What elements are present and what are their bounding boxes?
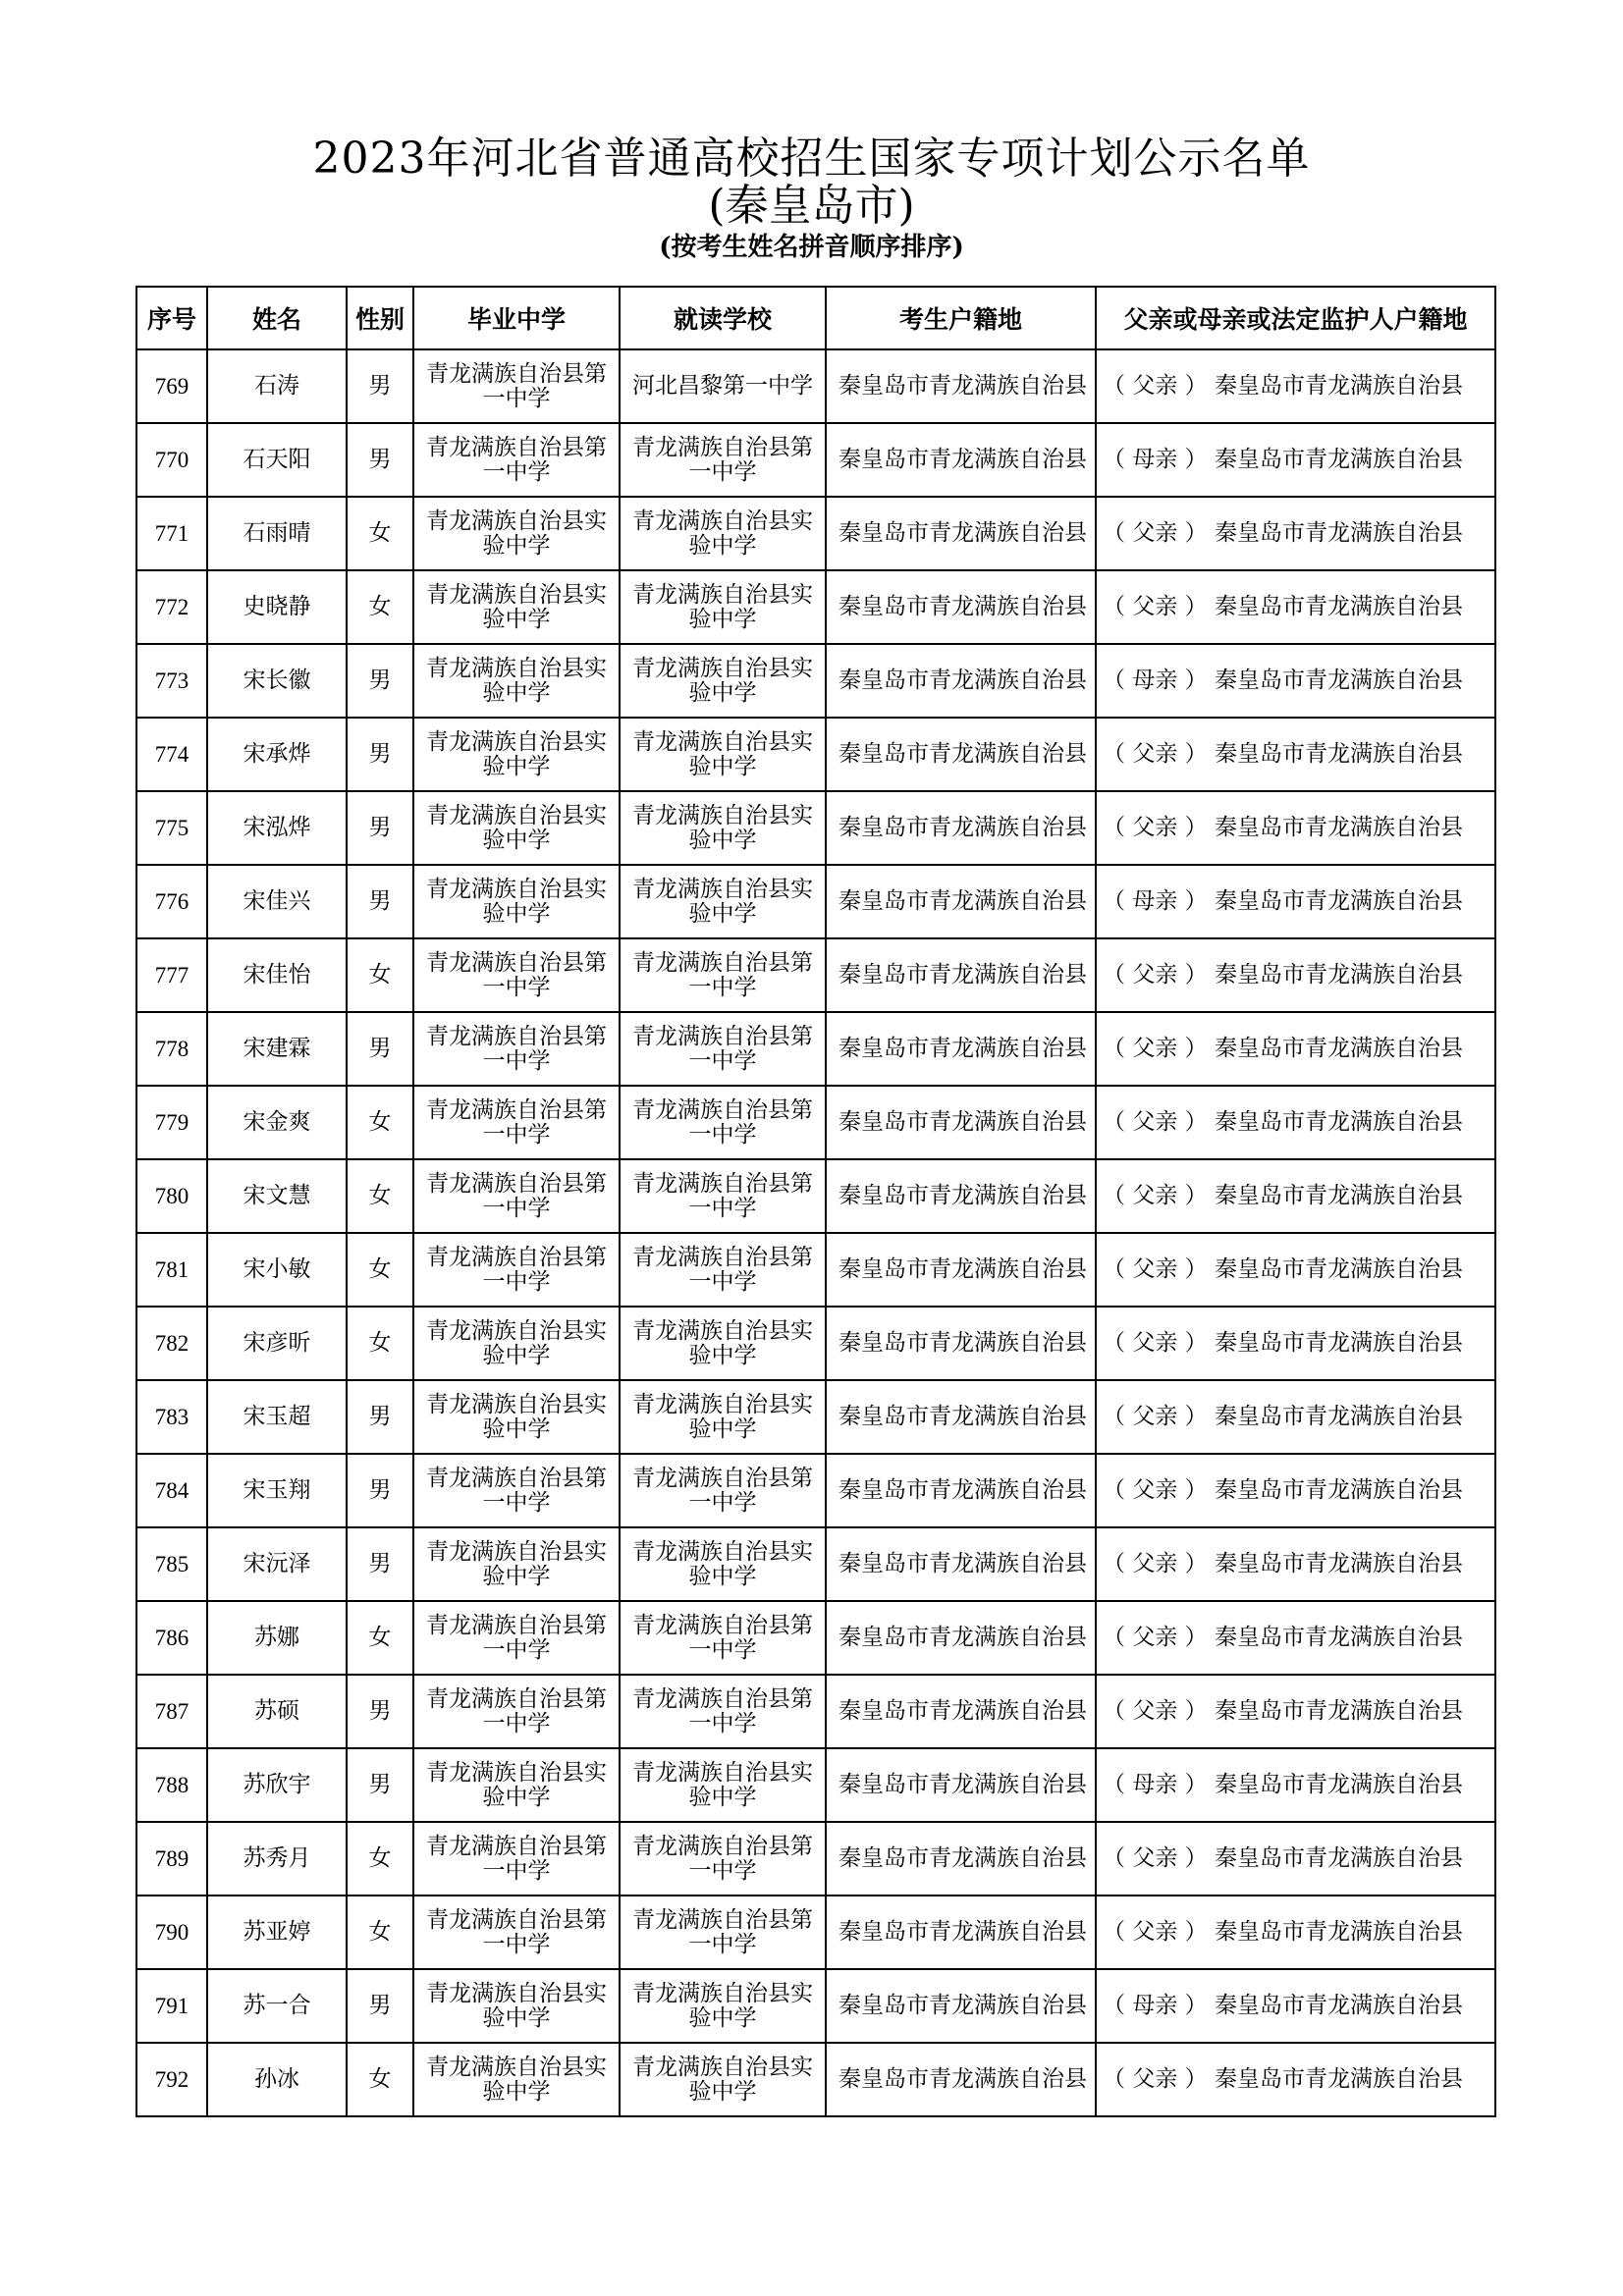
row-guardian-hukou-value: 秦皇岛市青龙满族自治县 [1214, 1183, 1463, 1208]
row-guardian-relation: 父亲 [1132, 1256, 1178, 1282]
row-seq: 789 [136, 1822, 207, 1896]
row-current-school: 青龙满族自治县实验中学 [620, 1307, 826, 1380]
row-seq: 788 [136, 1748, 207, 1822]
row-current-school: 青龙满族自治县第一中学 [620, 1012, 826, 1086]
row-gender: 男 [347, 1969, 413, 2043]
table-row [136, 1012, 1495, 1086]
row-grad-school: 青龙满族自治县第一中学 [413, 1086, 620, 1159]
row-current-school: 青龙满族自治县第一中学 [620, 938, 826, 1012]
row-gender: 女 [347, 497, 413, 570]
row-guardian-hukou-value: 秦皇岛市青龙满族自治县 [1214, 1698, 1463, 1724]
row-guardian-relation: 父亲 [1132, 741, 1178, 767]
row-name: 宋玉超 [207, 1380, 347, 1454]
row-guardian-hukou-value: 秦皇岛市青龙满族自治县 [1214, 1036, 1463, 1061]
row-seq: 774 [136, 718, 207, 791]
row-current-school: 青龙满族自治县实验中学 [620, 1748, 826, 1822]
table-row [136, 718, 1495, 791]
row-name: 史晓静 [207, 570, 347, 644]
row-seq: 777 [136, 938, 207, 1012]
row-hukou: 秦皇岛市青龙满族自治县 [826, 718, 1096, 791]
row-current-school: 青龙满族自治县第一中学 [620, 1822, 826, 1896]
row-guardian-hukou-value: 秦皇岛市青龙满族自治县 [1214, 447, 1463, 472]
row-current-school: 青龙满族自治县实验中学 [620, 644, 826, 718]
row-hukou: 秦皇岛市青龙满族自治县 [826, 938, 1096, 1012]
row-guardian-relation: 父亲 [1132, 2066, 1178, 2092]
sort-note: (按考生姓名拼音顺序排序) [659, 233, 964, 262]
row-guardian-relation: 父亲 [1132, 1625, 1178, 1650]
row-gender: 女 [347, 2043, 413, 2116]
row-seq: 776 [136, 865, 207, 938]
header-hukou: 考生户籍地 [826, 287, 1096, 349]
row-guardian-hukou: （ 母亲 ） 秦皇岛市青龙满族自治县 [1096, 423, 1495, 497]
row-guardian-hukou-value: 秦皇岛市青龙满族自治县 [1214, 1772, 1463, 1797]
row-seq: 792 [136, 2043, 207, 2116]
row-guardian-relation: 母亲 [1132, 888, 1178, 914]
row-guardian-relation: 父亲 [1132, 1845, 1178, 1871]
header-name: 姓名 [207, 287, 347, 349]
row-grad-school: 青龙满族自治县实验中学 [413, 1527, 620, 1601]
row-seq: 770 [136, 423, 207, 497]
row-guardian-hukou: （ 母亲 ） 秦皇岛市青龙满族自治县 [1096, 1969, 1495, 2043]
row-hukou: 秦皇岛市青龙满族自治县 [826, 1454, 1096, 1527]
row-hukou: 秦皇岛市青龙满族自治县 [826, 1086, 1096, 1159]
row-gender: 女 [347, 1896, 413, 1969]
row-name: 石涛 [207, 349, 347, 423]
row-grad-school: 青龙满族自治县实验中学 [413, 865, 620, 938]
header-guardian-hukou: 父亲或母亲或法定监护人户籍地 [1096, 287, 1495, 349]
row-name: 苏娜 [207, 1601, 347, 1675]
row-gender: 男 [347, 1675, 413, 1748]
table-row [136, 570, 1495, 644]
header-grad-school: 毕业中学 [413, 287, 620, 349]
row-guardian-relation: 父亲 [1132, 373, 1178, 399]
row-gender: 女 [347, 938, 413, 1012]
row-guardian-hukou: （ 父亲 ） 秦皇岛市青龙满族自治县 [1096, 1159, 1495, 1233]
row-name: 宋沅泽 [207, 1527, 347, 1601]
row-guardian-relation: 父亲 [1132, 1477, 1178, 1503]
row-guardian-hukou: （ 父亲 ） 秦皇岛市青龙满族自治县 [1096, 791, 1495, 865]
row-hukou: 秦皇岛市青龙满族自治县 [826, 1233, 1096, 1307]
row-hukou: 秦皇岛市青龙满族自治县 [826, 1307, 1096, 1380]
row-name: 宋佳兴 [207, 865, 347, 938]
row-gender: 男 [347, 791, 413, 865]
row-guardian-hukou-value: 秦皇岛市青龙满族自治县 [1214, 1109, 1463, 1135]
row-gender: 男 [347, 644, 413, 718]
row-gender: 男 [347, 1454, 413, 1527]
row-guardian-relation: 父亲 [1132, 1109, 1178, 1135]
row-current-school: 青龙满族自治县实验中学 [620, 865, 826, 938]
row-current-school: 青龙满族自治县实验中学 [620, 570, 826, 644]
row-grad-school: 青龙满族自治县实验中学 [413, 1969, 620, 2043]
row-guardian-hukou: （ 父亲 ） 秦皇岛市青龙满族自治县 [1096, 1896, 1495, 1969]
row-gender: 女 [347, 570, 413, 644]
row-current-school: 青龙满族自治县实验中学 [620, 2043, 826, 2116]
row-guardian-hukou: （ 父亲 ） 秦皇岛市青龙满族自治县 [1096, 1822, 1495, 1896]
row-name: 宋长徽 [207, 644, 347, 718]
row-hukou: 秦皇岛市青龙满族自治县 [826, 1822, 1096, 1896]
row-grad-school: 青龙满族自治县第一中学 [413, 1454, 620, 1527]
row-grad-school: 青龙满族自治县第一中学 [413, 1822, 620, 1896]
row-hukou: 秦皇岛市青龙满族自治县 [826, 570, 1096, 644]
row-hukou: 秦皇岛市青龙满族自治县 [826, 1896, 1096, 1969]
row-guardian-relation: 母亲 [1132, 1772, 1178, 1797]
table-row [136, 2043, 1495, 2116]
document-subtitle: (秦皇岛市) [708, 181, 915, 231]
row-gender: 男 [347, 1012, 413, 1086]
row-grad-school: 青龙满族自治县实验中学 [413, 497, 620, 570]
row-seq: 791 [136, 1969, 207, 2043]
row-guardian-hukou: （ 父亲 ） 秦皇岛市青龙满族自治县 [1096, 1527, 1495, 1601]
row-guardian-hukou: （ 母亲 ） 秦皇岛市青龙满族自治县 [1096, 644, 1495, 718]
row-guardian-relation: 父亲 [1132, 1036, 1178, 1061]
row-hukou: 秦皇岛市青龙满族自治县 [826, 423, 1096, 497]
row-gender: 女 [347, 1159, 413, 1233]
header-seq: 序号 [136, 287, 207, 349]
row-guardian-hukou-value: 秦皇岛市青龙满族自治县 [1214, 1845, 1463, 1871]
row-hukou: 秦皇岛市青龙满族自治县 [826, 1012, 1096, 1086]
row-seq: 773 [136, 644, 207, 718]
table-header-row [136, 287, 1495, 349]
table-row [136, 1454, 1495, 1527]
table-row [136, 1307, 1495, 1380]
row-name: 苏一合 [207, 1969, 347, 2043]
row-seq: 772 [136, 570, 207, 644]
row-current-school: 青龙满族自治县实验中学 [620, 1380, 826, 1454]
row-guardian-relation: 母亲 [1132, 1993, 1178, 2018]
row-guardian-hukou-value: 秦皇岛市青龙满族自治县 [1214, 815, 1463, 840]
table-row [136, 1748, 1495, 1822]
row-hukou: 秦皇岛市青龙满族自治县 [826, 1527, 1096, 1601]
row-name: 宋玉翔 [207, 1454, 347, 1527]
row-seq: 783 [136, 1380, 207, 1454]
roster-table [135, 286, 1496, 2117]
row-guardian-relation: 父亲 [1132, 1919, 1178, 1945]
table-row [136, 423, 1495, 497]
row-current-school: 青龙满族自治县第一中学 [620, 1601, 826, 1675]
row-guardian-hukou-value: 秦皇岛市青龙满族自治县 [1214, 1477, 1463, 1503]
row-grad-school: 青龙满族自治县第一中学 [413, 349, 620, 423]
table-row [136, 1969, 1495, 2043]
row-grad-school: 青龙满族自治县第一中学 [413, 1601, 620, 1675]
row-guardian-hukou-value: 秦皇岛市青龙满族自治县 [1214, 1404, 1463, 1429]
row-name: 宋彦昕 [207, 1307, 347, 1380]
row-hukou: 秦皇岛市青龙满族自治县 [826, 865, 1096, 938]
row-guardian-hukou: （ 父亲 ） 秦皇岛市青龙满族自治县 [1096, 1086, 1495, 1159]
row-guardian-relation: 母亲 [1132, 667, 1178, 693]
row-seq: 782 [136, 1307, 207, 1380]
table-row [136, 1233, 1495, 1307]
row-hukou: 秦皇岛市青龙满族自治县 [826, 644, 1096, 718]
row-current-school: 河北昌黎第一中学 [620, 349, 826, 423]
row-guardian-hukou: （ 父亲 ） 秦皇岛市青龙满族自治县 [1096, 1454, 1495, 1527]
row-gender: 男 [347, 718, 413, 791]
row-seq: 790 [136, 1896, 207, 1969]
row-grad-school: 青龙满族自治县第一中学 [413, 1012, 620, 1086]
row-seq: 780 [136, 1159, 207, 1233]
row-guardian-hukou: （ 母亲 ） 秦皇岛市青龙满族自治县 [1096, 1748, 1495, 1822]
header-gender: 性别 [347, 287, 413, 349]
row-grad-school: 青龙满族自治县第一中学 [413, 1159, 620, 1233]
row-guardian-relation: 母亲 [1132, 447, 1178, 472]
row-gender: 男 [347, 1527, 413, 1601]
row-current-school: 青龙满族自治县实验中学 [620, 497, 826, 570]
row-grad-school: 青龙满族自治县实验中学 [413, 2043, 620, 2116]
row-current-school: 青龙满族自治县实验中学 [620, 1969, 826, 2043]
row-gender: 女 [347, 1822, 413, 1896]
row-guardian-hukou: （ 父亲 ） 秦皇岛市青龙满族自治县 [1096, 1233, 1495, 1307]
row-guardian-hukou-value: 秦皇岛市青龙满族自治县 [1214, 962, 1463, 988]
row-name: 宋建霖 [207, 1012, 347, 1086]
row-guardian-relation: 父亲 [1132, 594, 1178, 619]
row-grad-school: 青龙满族自治县第一中学 [413, 1896, 620, 1969]
row-seq: 775 [136, 791, 207, 865]
row-name: 宋金爽 [207, 1086, 347, 1159]
row-guardian-hukou-value: 秦皇岛市青龙满族自治县 [1214, 594, 1463, 619]
row-guardian-hukou-value: 秦皇岛市青龙满族自治县 [1214, 1625, 1463, 1650]
row-seq: 785 [136, 1527, 207, 1601]
row-current-school: 青龙满族自治县第一中学 [620, 1675, 826, 1748]
row-current-school: 青龙满族自治县第一中学 [620, 1454, 826, 1527]
row-name: 宋佳怡 [207, 938, 347, 1012]
row-guardian-hukou: （ 父亲 ） 秦皇岛市青龙满族自治县 [1096, 1675, 1495, 1748]
table-row [136, 791, 1495, 865]
row-guardian-relation: 父亲 [1132, 520, 1178, 546]
row-current-school: 青龙满族自治县实验中学 [620, 718, 826, 791]
row-gender: 男 [347, 865, 413, 938]
row-name: 苏硕 [207, 1675, 347, 1748]
row-name: 石雨晴 [207, 497, 347, 570]
row-grad-school: 青龙满族自治县实验中学 [413, 791, 620, 865]
row-gender: 男 [347, 349, 413, 423]
table-row [136, 644, 1495, 718]
row-gender: 男 [347, 1748, 413, 1822]
row-hukou: 秦皇岛市青龙满族自治县 [826, 497, 1096, 570]
row-grad-school: 青龙满族自治县实验中学 [413, 1748, 620, 1822]
row-guardian-hukou-value: 秦皇岛市青龙满族自治县 [1214, 667, 1463, 693]
row-current-school: 青龙满族自治县实验中学 [620, 791, 826, 865]
row-hukou: 秦皇岛市青龙满族自治县 [826, 1380, 1096, 1454]
row-guardian-hukou-value: 秦皇岛市青龙满族自治县 [1214, 1330, 1463, 1356]
table-row [136, 1822, 1495, 1896]
table-row [136, 1527, 1495, 1601]
header-current-school: 就读学校 [620, 287, 826, 349]
row-seq: 779 [136, 1086, 207, 1159]
table-row [136, 1601, 1495, 1675]
row-guardian-hukou: （ 父亲 ） 秦皇岛市青龙满族自治县 [1096, 1601, 1495, 1675]
table-row [136, 1086, 1495, 1159]
row-current-school: 青龙满族自治县第一中学 [620, 1896, 826, 1969]
table-row [136, 1896, 1495, 1969]
row-hukou: 秦皇岛市青龙满族自治县 [826, 1748, 1096, 1822]
row-name: 宋小敏 [207, 1233, 347, 1307]
table-body [136, 349, 1495, 2116]
row-hukou: 秦皇岛市青龙满族自治县 [826, 1601, 1096, 1675]
row-guardian-hukou-value: 秦皇岛市青龙满族自治县 [1214, 1551, 1463, 1576]
row-grad-school: 青龙满族自治县第一中学 [413, 938, 620, 1012]
row-current-school: 青龙满族自治县第一中学 [620, 423, 826, 497]
row-guardian-relation: 父亲 [1132, 962, 1178, 988]
row-seq: 778 [136, 1012, 207, 1086]
row-guardian-relation: 父亲 [1132, 815, 1178, 840]
row-hukou: 秦皇岛市青龙满族自治县 [826, 1969, 1096, 2043]
row-name: 宋文慧 [207, 1159, 347, 1233]
row-guardian-hukou-value: 秦皇岛市青龙满族自治县 [1214, 1256, 1463, 1282]
row-name: 孙冰 [207, 2043, 347, 2116]
row-guardian-hukou-value: 秦皇岛市青龙满族自治县 [1214, 2066, 1463, 2092]
table-row [136, 865, 1495, 938]
row-guardian-relation: 父亲 [1132, 1551, 1178, 1576]
row-guardian-relation: 父亲 [1132, 1404, 1178, 1429]
row-hukou: 秦皇岛市青龙满族自治县 [826, 1159, 1096, 1233]
row-hukou: 秦皇岛市青龙满族自治县 [826, 349, 1096, 423]
row-name: 苏秀月 [207, 1822, 347, 1896]
row-name: 宋泓烨 [207, 791, 347, 865]
row-grad-school: 青龙满族自治县实验中学 [413, 570, 620, 644]
row-gender: 女 [347, 1307, 413, 1380]
row-hukou: 秦皇岛市青龙满族自治县 [826, 1675, 1096, 1748]
row-grad-school: 青龙满族自治县实验中学 [413, 718, 620, 791]
table-row [136, 938, 1495, 1012]
document-title: 2023年河北省普通高校招生国家专项计划公示名单 [312, 133, 1311, 184]
row-current-school: 青龙满族自治县实验中学 [620, 1527, 826, 1601]
row-guardian-hukou: （ 父亲 ） 秦皇岛市青龙满族自治县 [1096, 1307, 1495, 1380]
row-current-school: 青龙满族自治县第一中学 [620, 1159, 826, 1233]
row-seq: 769 [136, 349, 207, 423]
row-gender: 女 [347, 1086, 413, 1159]
table-row [136, 1675, 1495, 1748]
row-current-school: 青龙满族自治县第一中学 [620, 1233, 826, 1307]
row-name: 宋承烨 [207, 718, 347, 791]
row-guardian-hukou: （ 父亲 ） 秦皇岛市青龙满族自治县 [1096, 2043, 1495, 2116]
table-row [136, 1159, 1495, 1233]
row-name: 石天阳 [207, 423, 347, 497]
row-guardian-hukou-value: 秦皇岛市青龙满族自治县 [1214, 373, 1463, 399]
row-guardian-hukou: （ 父亲 ） 秦皇岛市青龙满族自治县 [1096, 1012, 1495, 1086]
row-grad-school: 青龙满族自治县实验中学 [413, 1307, 620, 1380]
row-guardian-hukou: （ 父亲 ） 秦皇岛市青龙满族自治县 [1096, 938, 1495, 1012]
table-row [136, 1380, 1495, 1454]
row-guardian-hukou: （ 父亲 ） 秦皇岛市青龙满族自治县 [1096, 718, 1495, 791]
row-hukou: 秦皇岛市青龙满族自治县 [826, 791, 1096, 865]
row-guardian-relation: 父亲 [1132, 1183, 1178, 1208]
row-gender: 女 [347, 1233, 413, 1307]
row-name: 苏亚婷 [207, 1896, 347, 1969]
row-guardian-hukou-value: 秦皇岛市青龙满族自治县 [1214, 1993, 1463, 2018]
row-grad-school: 青龙满族自治县第一中学 [413, 1233, 620, 1307]
row-guardian-hukou: （ 父亲 ） 秦皇岛市青龙满族自治县 [1096, 497, 1495, 570]
row-guardian-hukou-value: 秦皇岛市青龙满族自治县 [1214, 1919, 1463, 1945]
table-row [136, 497, 1495, 570]
row-guardian-hukou-value: 秦皇岛市青龙满族自治县 [1214, 741, 1463, 767]
row-guardian-hukou: （ 父亲 ） 秦皇岛市青龙满族自治县 [1096, 570, 1495, 644]
row-current-school: 青龙满族自治县第一中学 [620, 1086, 826, 1159]
row-guardian-hukou: （ 母亲 ） 秦皇岛市青龙满族自治县 [1096, 865, 1495, 938]
row-hukou: 秦皇岛市青龙满族自治县 [826, 2043, 1096, 2116]
row-seq: 787 [136, 1675, 207, 1748]
row-seq: 784 [136, 1454, 207, 1527]
row-grad-school: 青龙满族自治县实验中学 [413, 644, 620, 718]
row-guardian-hukou-value: 秦皇岛市青龙满族自治县 [1214, 520, 1463, 546]
row-guardian-relation: 父亲 [1132, 1698, 1178, 1724]
row-gender: 男 [347, 1380, 413, 1454]
table-row [136, 349, 1495, 423]
row-grad-school: 青龙满族自治县第一中学 [413, 423, 620, 497]
row-gender: 男 [347, 423, 413, 497]
row-guardian-hukou: （ 父亲 ） 秦皇岛市青龙满族自治县 [1096, 1380, 1495, 1454]
row-seq: 771 [136, 497, 207, 570]
row-grad-school: 青龙满族自治县实验中学 [413, 1380, 620, 1454]
row-gender: 女 [347, 1601, 413, 1675]
row-guardian-hukou-value: 秦皇岛市青龙满族自治县 [1214, 888, 1463, 914]
row-name: 苏欣宇 [207, 1748, 347, 1822]
row-seq: 786 [136, 1601, 207, 1675]
row-guardian-relation: 父亲 [1132, 1330, 1178, 1356]
row-grad-school: 青龙满族自治县第一中学 [413, 1675, 620, 1748]
row-guardian-hukou: （ 父亲 ） 秦皇岛市青龙满族自治县 [1096, 349, 1495, 423]
row-seq: 781 [136, 1233, 207, 1307]
